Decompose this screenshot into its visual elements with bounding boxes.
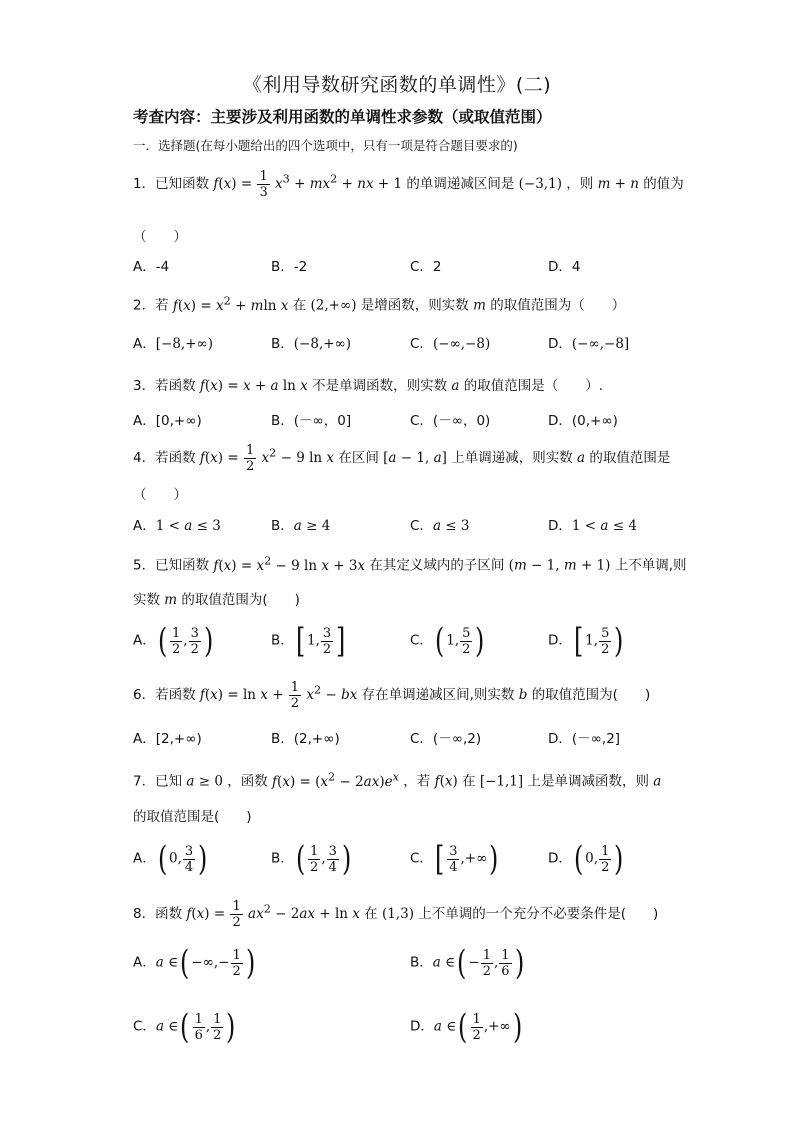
q1-option-a[interactable]: A．-4	[133, 259, 170, 275]
q2-end: 的取值范围为（ ）	[490, 297, 626, 314]
q7-option-a[interactable]: A．( 0, $\frac{3}{4}$ )	[133, 839, 208, 879]
q7-tail: ，若	[403, 773, 431, 790]
q7-end: 上是单调减函数，则	[527, 773, 649, 790]
question-6-stem: 6．若函数 f(x) = ln x + $\frac{1}{2}$ $x^2$ − bx 存在单调递减区间,则实数 b 的取值范围为( )	[133, 680, 651, 711]
q1-prefix: 1．已知函数	[133, 176, 210, 192]
q5-option-c[interactable]: C．( 1, $\frac{5}{2}$ )	[410, 621, 485, 661]
q5-rest: 在其定义域内的子区间	[369, 557, 505, 574]
q2-prefix: 2．若	[133, 297, 169, 314]
q8-prefix: 8．函数	[133, 906, 183, 922]
q1-option-d[interactable]: D．4	[548, 259, 581, 275]
q8-option-d[interactable]: D．a ∈( $\frac{1}{2}$ ,+∞)	[410, 1007, 522, 1047]
subtitle: 考查内容：主要涉及利用函数的单调性求参数（或取值范围）	[133, 108, 552, 126]
q8-option-c[interactable]: C．a ∈( $\frac{1}{6}$ , $\frac{1}{2}$ )	[133, 1007, 236, 1047]
q4-tail: 上单调递减，则实数	[451, 450, 573, 466]
q8-end: 上不单调的一个充分不必要条件是( )	[418, 906, 659, 922]
q1-rest: 的单调递减区间是	[406, 176, 515, 192]
q2-option-b[interactable]: B．(−8,+∞)	[271, 336, 352, 352]
q1-end: 的值为	[643, 176, 684, 192]
q7-option-d[interactable]: D．( 0, $\frac{1}{2}$ )	[548, 839, 624, 879]
q5-option-d[interactable]: D．[ 1, $\frac{5}{2}$ )	[548, 621, 624, 661]
q4-option-a[interactable]: A．1 < a ≤ 3	[133, 518, 221, 534]
q5-line2-end: 的取值范围为( )	[181, 592, 300, 608]
q1-tail: ，则	[566, 176, 594, 192]
q4-end: 的取值范围是	[589, 450, 671, 466]
q7-option-c[interactable]: C．[ $\frac{3}{4}$ ,+∞)	[410, 839, 499, 879]
q6-option-a[interactable]: A．[2,+∞)	[133, 731, 202, 747]
q8-rest: 在	[364, 906, 378, 922]
q3-end: 的取值范围是（ ）.	[463, 378, 604, 394]
q4-option-d[interactable]: D．1 < a ≤ 4	[548, 518, 637, 534]
q7-mid: 在	[462, 773, 476, 790]
q4-option-b[interactable]: B．a ≥ 4	[271, 518, 331, 534]
question-4-blank: （ ）	[133, 487, 187, 503]
q2-tail: 是增函数，则实数	[360, 297, 469, 314]
question-3-stem: 3．若函数 f(x) = x + a ln x 不是单调函数，则实数 a 的取值范围是（ ）.	[133, 378, 604, 394]
q3-prefix: 3．若函数	[133, 378, 196, 394]
q6-rest: 存在单调递减区间,则实数	[361, 687, 515, 703]
q6-option-d[interactable]: D．(－∞,2]	[548, 731, 621, 747]
q7-prefix: 7．已知	[133, 773, 183, 790]
question-5-stem-line2: 实数 m 的取值范围为( )	[133, 592, 300, 608]
q4-rest: 在区间	[338, 450, 379, 466]
q8-option-a[interactable]: A．a ∈( −∞,− $\frac{1}{2}$ )	[133, 943, 256, 983]
q5-option-a[interactable]: A．( $\frac{1}{2}$ , $\frac{3}{2}$ )	[133, 621, 214, 661]
q1-option-c[interactable]: C．2	[410, 259, 442, 275]
q3-option-d[interactable]: D．(0,+∞)	[548, 413, 618, 429]
q8-option-b[interactable]: B．a ∈( − $\frac{1}{2}$ , $\frac{1}{6}$ )	[410, 943, 524, 983]
q5-end: 上不单调,则	[614, 557, 687, 574]
section-header: 一．选择题(在每小题给出的四个选项中，只有一项是符合题目要求的)	[133, 138, 518, 153]
question-4-stem: 4．若函数 f(x) = $\frac{1}{2}$ $x^2 - 9$ ln x 在区间 [a − 1, a] 上单调递减，则实数 a 的取值范围是	[133, 443, 671, 474]
question-7-stem-line2: 的取值范围是( )	[133, 809, 252, 825]
q6-option-b[interactable]: B．(2,+∞)	[271, 731, 340, 747]
q2-option-c[interactable]: C．(−∞,−8)	[410, 336, 491, 352]
question-5-stem: 5．已知函数 $f(x) = x^2 - 9$ ln x + 3x 在其定义域内的子区间 (m − 1, m + 1) 上不单调,则	[133, 554, 687, 574]
q2-rest: 在	[292, 297, 307, 314]
q4-option-c[interactable]: C．a ≤ 3	[410, 518, 470, 534]
question-2-stem: 2．若 $f(x) = x^2 + mln$ x 在 (2,+∞) 是增函数，则实数 m 的取值范围为（ ）	[133, 294, 626, 314]
q3-option-c[interactable]: C．(－∞，0)	[410, 413, 491, 429]
q2-option-d[interactable]: D．(−∞,−8]	[548, 336, 630, 352]
page-title: 《利用导数研究函数的单调性》(二)	[242, 74, 552, 96]
q3-option-a[interactable]: A．[0,+∞)	[133, 413, 202, 429]
q6-option-c[interactable]: C．(－∞,2)	[410, 731, 482, 747]
q4-prefix: 4．若函数	[133, 450, 196, 466]
question-1-stem: 1．已知函数 f(x) = $\frac{1}{3}$ $x^3 + mx^2$ + nx + 1 的单调递减区间是 (−3,1) ，则 m + n 的值为	[133, 169, 684, 200]
q7-rest: ，函数	[227, 773, 268, 790]
q6-end: 的取值范围为( )	[531, 687, 651, 703]
q5-line2: 实数	[133, 592, 160, 608]
q7-option-b[interactable]: B．( $\frac{1}{2}$ , $\frac{3}{4}$ )	[271, 839, 352, 879]
q5-prefix: 5．已知函数	[133, 557, 210, 574]
q1-option-b[interactable]: B．-2	[271, 259, 308, 275]
q3-option-b[interactable]: B．(－∞，0]	[271, 413, 352, 429]
q6-prefix: 6．若函数	[133, 687, 196, 703]
question-1-blank: （ ）	[133, 229, 187, 245]
q5-option-b[interactable]: B．[ 1, $\frac{3}{2}$ ]	[271, 621, 346, 661]
q3-rest: 不是单调函数，则实数	[312, 378, 448, 394]
question-7-stem: 7．已知 a ≥ 0 ，函数 $f(x) = (x^2 - 2ax)e^x$ ，若 f(x) 在 [−1,1] 上是单调减函数，则 a	[133, 770, 662, 790]
question-8-stem: 8．函数 f(x) = $\frac{1}{2}$ $ax^2 - 2ax + \ln x$ 在 (1,3) 上不单调的一个充分不必要条件是( )	[133, 899, 659, 930]
q2-option-a[interactable]: A．[−8,+∞)	[133, 336, 214, 352]
